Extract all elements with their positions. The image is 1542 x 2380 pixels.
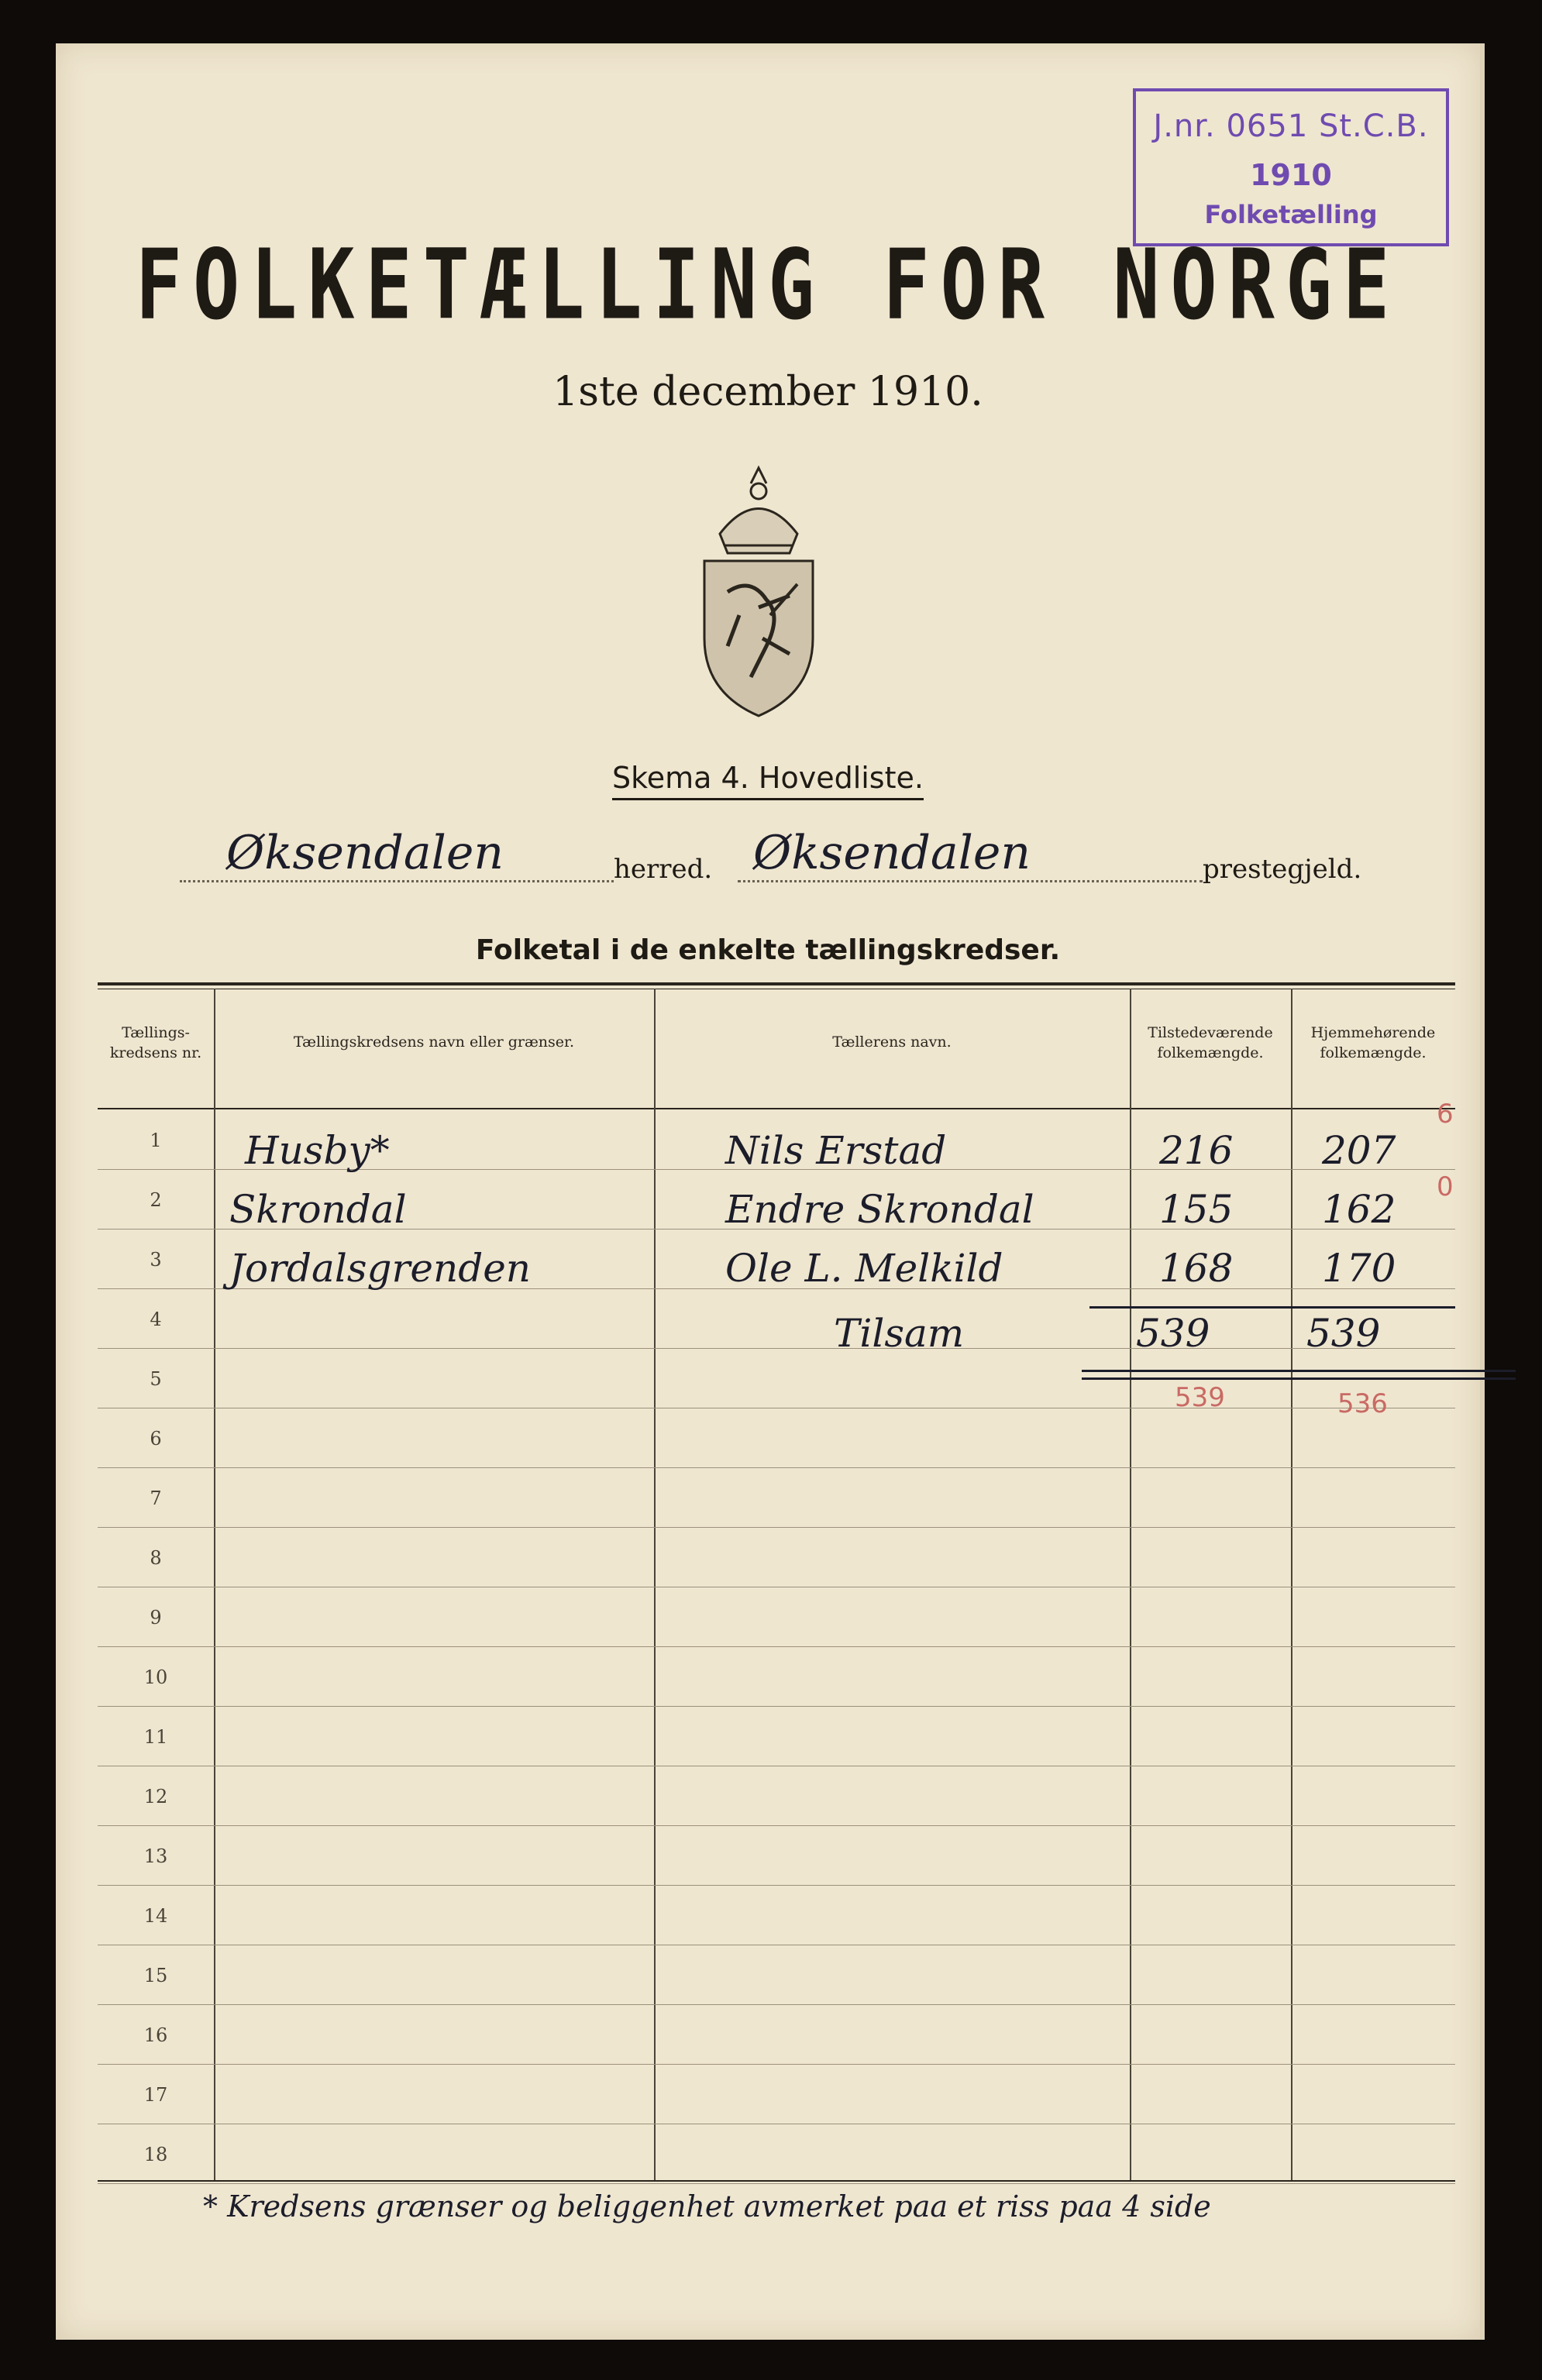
row-1-present: 216: [1159, 1128, 1234, 1173]
row-number: 5: [150, 1368, 162, 1390]
stamp-year: 1910: [1250, 158, 1332, 192]
census-form-page: [56, 43, 1485, 2340]
row-3-counter-name: Ole L. Melkild: [725, 1246, 1003, 1291]
row-divider: [98, 1706, 1455, 1707]
row-number: 6: [150, 1428, 162, 1450]
resident-correction: 536: [1337, 1388, 1388, 1419]
present-correction: 539: [1175, 1382, 1225, 1413]
total-label: Tilsam: [834, 1311, 965, 1356]
row-number: 14: [143, 1905, 168, 1927]
row-number: 17: [143, 2084, 168, 2106]
row-1-resident: 207: [1322, 1128, 1396, 1173]
column-header-number: Tællings- kredsens nr.: [109, 1024, 202, 1061]
row-divider: [98, 1885, 1455, 1886]
row-number: 12: [143, 1786, 168, 1807]
row-2-resident-correction: 0: [1437, 1171, 1454, 1202]
row-divider: [98, 1825, 1455, 1826]
page-subtitle: 1ste december 1910.: [552, 369, 983, 415]
row-2-counter-name: Endre Skrondal: [725, 1187, 1034, 1232]
row-2-present: 155: [1159, 1187, 1234, 1232]
row-number: 13: [143, 1845, 168, 1867]
total-underline-2: [1082, 1377, 1516, 1380]
row-1-counter-name: Nils Erstad: [725, 1128, 947, 1173]
row-3-district-name: Jordalsgrenden: [229, 1246, 532, 1291]
row-number: 18: [143, 2144, 168, 2165]
herred-label: herred.: [614, 854, 713, 885]
sum-line: [1089, 1306, 1455, 1309]
row-number: 16: [143, 2024, 168, 2046]
row-number: 15: [143, 1965, 168, 1986]
row-divider: [98, 1527, 1455, 1528]
row-divider: [98, 1646, 1455, 1647]
row-number: 11: [143, 1726, 168, 1748]
row-1-resident-correction: 6: [1437, 1099, 1454, 1130]
row-divider: [98, 2183, 1455, 2184]
prestegjeld-value: Øksendalen: [753, 826, 1031, 880]
row-number: 7: [150, 1488, 162, 1509]
total-resident: 539: [1306, 1311, 1381, 1356]
row-2-resident: 162: [1322, 1187, 1396, 1232]
page-title: FOLKETÆLLING FOR NORGE: [135, 228, 1401, 342]
row-1-district-name: Husby*: [245, 1128, 390, 1173]
column-header-present-population: Tilstedeværende folkemængde.: [1148, 1024, 1273, 1061]
row-number: 9: [150, 1607, 162, 1629]
row-2-district-name: Skrondal: [229, 1187, 407, 1232]
total-underline-1: [1082, 1370, 1516, 1372]
row-number: 8: [150, 1547, 162, 1569]
archive-stamp: [1133, 88, 1449, 246]
row-number: 3: [150, 1249, 162, 1271]
row-divider: [98, 2064, 1455, 2065]
row-divider: [98, 1348, 1455, 1349]
row-number: 4: [150, 1309, 162, 1330]
census-table: [98, 982, 1455, 2182]
column-header-district-name: Tællingskredsens navn eller grænser.: [293, 1034, 575, 1051]
stamp-label: Folketælling: [1204, 200, 1378, 229]
stamp-journal-number: J.nr. 0651 St.C.B.: [1153, 108, 1429, 144]
column-header-counter-name: Tællerens navn.: [832, 1034, 952, 1051]
row-3-resident: 170: [1322, 1246, 1396, 1291]
coat-of-arms-icon: [673, 460, 844, 724]
row-divider: [98, 1467, 1455, 1468]
column-header-resident-population: Hjemmehørende folkemængde.: [1310, 1024, 1436, 1061]
row-number: 2: [150, 1189, 162, 1211]
total-present: 539: [1136, 1311, 1210, 1356]
prestegjeld-label: prestegjeld.: [1203, 854, 1362, 885]
row-number: 10: [143, 1666, 168, 1688]
row-3-present: 168: [1159, 1246, 1234, 1291]
herred-value: Øksendalen: [226, 826, 504, 880]
row-divider: [98, 2004, 1455, 2005]
schema-heading: Skema 4. Hovedliste.: [56, 761, 1480, 795]
table-heading: Folketal i de enkelte tællingskredser.: [475, 934, 1061, 966]
footnote: * Kredsens grænser og beliggenhet avmerket paa et riss paa 4 side: [203, 2189, 1211, 2224]
row-number: 1: [150, 1130, 162, 1151]
